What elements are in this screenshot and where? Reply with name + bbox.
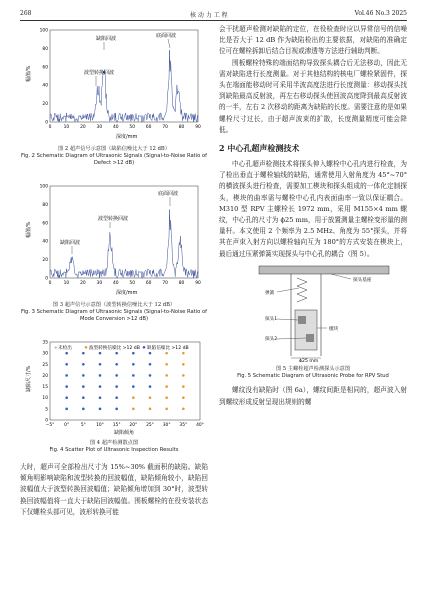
f2-ytick: 80 [42,46,48,52]
fig2-x-ticks [49,124,201,130]
f3-xtick: 60 [145,281,152,286]
fig2-xlabel: 深度/mm [116,134,138,140]
fig4-point [115,374,118,377]
fig4-point [149,396,152,399]
figure-4 [20,338,208,456]
fig4-legend [54,344,189,351]
f4-xtick: 40° [196,423,204,428]
f2-xtick: 0 [48,125,52,130]
fig4-point [99,396,102,399]
fig4-point [182,396,185,399]
f3-ytick: 80 [42,202,48,208]
f2-ytick: 40 [42,83,48,89]
fig5-label-probe1: 探头1 [265,316,278,322]
fig2-frame [50,30,198,122]
fig4-point [182,408,185,411]
fig4-point [99,385,102,388]
f2-ytick: 20 [42,102,48,108]
fig4-legend-mode: 波型转换信噪比 >12 dB [89,346,140,351]
fig3-caption-cn: 图 3 超声信号示意图（波型转换信噪比大于 12 dB） [52,302,176,308]
fig4-legend-defect-marker [143,346,146,349]
fig4-caption-cn: 图 4 超声检测散点图 [89,440,139,446]
fig5-base [259,266,389,274]
fig4-point [99,408,102,411]
fig4-legend-defect: 缺陷信噪比 >12 dB [147,346,189,351]
fig4-point [99,352,102,355]
f2-xtick: 60 [145,125,152,130]
f4-xtick: 0° [64,423,70,428]
fig5-caption-cn: 图 5 主螺栓超声检测探头示意图 [275,365,351,372]
left-column [20,24,208,518]
fig4-x-ticks [46,422,204,428]
fig2-annot-defect: 缺陷回波 [96,36,117,42]
fig4-point [115,396,118,399]
fig4-point [99,374,102,377]
figure-2 [20,24,208,176]
right-paragraph-2: 围板螺栓特殊的端面结构导致探头耦合后无法移动，因此无需对缺陷进行长度测量。对于其他结构的核电厂螺栓紧固件，探头在端面能移动时可采用半波高度法进行长度测量：移动探头找到缺陷最高反射波，再左右移动探头使回波高度降到最高反射波的一半，左右 2 次移动的距离为缺陷的长度。需要注意的是如果螺栓尺寸过长，由于超声波束的扩散，长度测量精度可能会降低。 [219,58,407,134]
f4-ytick: 15 [42,385,48,391]
fig4-xlabel: 缺陷倾角 [114,430,135,436]
fig4-point [149,352,152,355]
f2-xtick: 70 [162,125,168,130]
f4-xtick: −5° [45,423,55,428]
fig4-point [165,374,168,377]
f4-xtick: 25° [146,423,154,428]
f2-ytick: 0 [45,120,48,126]
f3-xtick: 30 [96,281,103,286]
f2-ytick: 60 [42,65,48,71]
fig4-point [165,396,168,399]
figure-3 [20,180,208,338]
f4-xtick: 30° [162,423,171,428]
f4-xtick: 15° [112,423,121,428]
fig4-point [165,363,168,366]
fig5-label-probe2: 探头2 [265,336,278,342]
fig4-point [165,352,168,355]
fig4-point [82,408,85,411]
fig4-point [65,363,68,366]
f4-ytick: 20 [42,373,48,379]
fig4-point [132,385,135,388]
f3-xtick: 0 [48,281,52,286]
fig5-probe1 [298,316,306,324]
fig2-signal [50,50,198,122]
f3-xtick: 40 [112,281,119,286]
f3-ytick: 20 [42,258,48,264]
fig4-point [65,352,68,355]
fig4-ylabel: 缺陷尺寸/% [26,365,32,392]
fig4-point [182,374,185,377]
f3-xtick: 10 [63,281,70,286]
f3-xtick: 90 [195,281,201,286]
fig4-point [165,385,168,388]
f4-ytick: 30 [42,351,48,357]
right-column [219,24,407,408]
f2-xtick: 20 [80,125,86,130]
fig4-point [82,363,85,366]
f2-xtick: 50 [129,125,136,130]
fig4-point [65,396,68,399]
f3-xtick: 20 [80,281,86,286]
fig5-probe2 [306,334,314,342]
fig4-point [65,408,68,411]
fig4-point [165,408,168,411]
section-title: 2 中心孔超声检测技术 [219,143,300,154]
fig2-plot [20,24,208,142]
journal-name: 核 动 力 工 程 [190,12,228,19]
f2-xtick: 30 [96,125,103,130]
fig4-legend-undetected-marker: + [54,346,58,351]
fig4-point [132,363,135,366]
f2-xtick: 40 [112,125,119,130]
fig4-point [65,374,68,377]
fig4-frame [50,342,200,420]
right-paragraph-3: 中心孔超声检测技术将探头伸入螺栓中心孔内进行检查，为了检出垂直于螺栓轴线的缺陷，通常使用入射角度为 45°~70°的横波探头进行检查，需要加工楔块和探头组成的一体化定制探头，楔块的曲率需与螺栓中心孔内表面曲率一致以保证耦合。M310 型 RPV 主螺栓长 1972 mm，采用 M155×4 mm 螺纹，中心孔的尺寸为 ϕ25 mm，用于放置测量主螺栓变形量的测量杆。本文使用 2 个频率为 2.5 MHz、角度为 55°探头，并将其在声束入射方向以螺栓轴向互为 180°的方式安装在楔块上，最后通过压紧弹簧实现探头与中心孔的耦合（图 5）。 [219,160,407,258]
f4-ytick: 25 [42,362,48,368]
f2-ytick: 100 [39,28,48,34]
fig4-point [149,408,152,411]
fig3-x-ticks [49,280,201,286]
fig4-point [99,363,102,366]
header-rule [20,20,407,21]
left-body-paragraph: 大时，超声可全部检出尺寸为 15%~30% 截面积的缺陷。缺陷倾角明影响缺陷和波型转换的回波幅值，缺陷倾角较小，缺陷回波幅值大于波型转换回波幅值；缺陷倾角增加到 30°时，波型转换回波幅值将一直大于缺陷回波幅值。围板螺栓的在役安装状态下仅螺栓头部可见，波形转换可能 [20,463,208,516]
fig4-point [132,408,135,411]
f3-ytick: 40 [42,239,48,245]
fig5-label-base: 探头基座 [353,277,372,283]
fig4-legend-undetected: 未检出 [58,346,72,351]
fig3-caption-en: Fig. 3 Schematic Diagram of Ultrasonic Signals (Signal-to-Noise Ratio of Mode Conversion >12 dB) [21,308,207,322]
f4-xtick: 10° [96,423,104,428]
fig4-point [82,374,85,377]
fig4-point [82,385,85,388]
fig4-point [82,352,85,355]
fig3-y-ticks [40,184,49,282]
fig3-annot-defect: 缺陷回波 [60,240,81,246]
fig5-label-dia: ϕ25 mm [299,358,319,362]
fig4-point [149,374,152,377]
fig2-ylabel: 幅值/% [26,65,32,82]
f3-xtick: 70 [162,281,168,286]
fig3-annot-mode: 波型转换回波 [98,216,129,222]
figure-5 [219,264,407,380]
right-paragraph-1: 会干扰超声检测对缺陷的定位，在役检查时应以异常信号的信噪比是否大于 12 dB 作为缺陷检出的主要依据，对缺陷的准确定位可在螺栓拆卸后结合目视或渗透等方法进行辅助判断。 [219,25,407,56]
f3-ytick: 100 [39,184,48,190]
fig4-point [132,352,135,355]
volume-info: Vol.46 No.3 2025 [354,10,407,17]
f4-ytick: 35 [42,340,48,346]
fig4-legend-mode-marker [85,346,88,349]
fig5-spring [297,278,307,302]
f3-xtick: 50 [129,281,136,286]
fig3-plot [20,180,208,298]
f3-xtick: 80 [178,281,185,286]
fig4-point [82,396,85,399]
right-paragraph-4: 螺纹没有缺陷时（图 6a），螺纹间距是相同的，超声波入射到螺纹形成反射呈现出规则的螺 [219,386,407,406]
fig4-point [65,385,68,388]
f2-xtick: 90 [195,125,201,130]
fig5-diagram [219,264,407,362]
fig3-frame [50,186,198,278]
f3-ytick: 0 [45,276,48,282]
f4-ytick: 0 [45,418,48,424]
fig2-annot-bottom: 底面回波 [156,33,177,39]
fig4-point [182,352,185,355]
fig4-point [132,374,135,377]
f4-xtick: 35° [179,423,188,428]
fig5-label-spring: 弹簧 [265,290,275,296]
f4-xtick: 5° [80,423,86,428]
fig3-xlabel: 深度/mm [116,290,138,296]
fig4-point [149,363,152,366]
fig4-point [115,385,118,388]
fig4-point [149,385,152,388]
fig2-annot-mode: 波型转换回波 [84,70,115,76]
fig4-point [115,352,118,355]
page-number: 268 [20,10,32,17]
fig4-caption-en: Fig. 4 Scatter Plot of Ultrasonic Inspection Results [49,446,179,453]
fig4-points [65,352,184,410]
f4-ytick: 5 [45,407,48,413]
f4-ytick: 10 [42,396,48,402]
fig4-point [182,363,185,366]
f4-xtick: 20° [129,423,138,428]
fig4-plot [20,338,208,436]
fig5-label-wedge: 楔块 [329,326,339,332]
fig2-caption-en: Fig. 2 Schematic Diagram of Ultrasonic Signals (Signal-to-Noise Ratio of Defect >12 dB) [21,152,207,166]
fig4-point [132,396,135,399]
fig4-point [182,385,185,388]
fig5-caption-en: Fig. 5 Schematic Diagram of Ultrasonic Probe for RPV Stud [237,372,389,379]
fig4-y-ticks [42,340,48,424]
f3-ytick: 60 [42,221,48,227]
fig2-y-ticks [40,28,49,126]
fig4-point [115,408,118,411]
fig2-caption-cn: 图 2 超声信号示意图（缺陷信噪比大于 12 dB） [58,146,170,152]
f2-xtick: 10 [63,125,70,130]
fig4-point [115,363,118,366]
f2-xtick: 80 [178,125,185,130]
fig3-ylabel: 幅值/% [26,221,32,238]
fig3-annot-bottom: 底面回波 [158,191,179,197]
